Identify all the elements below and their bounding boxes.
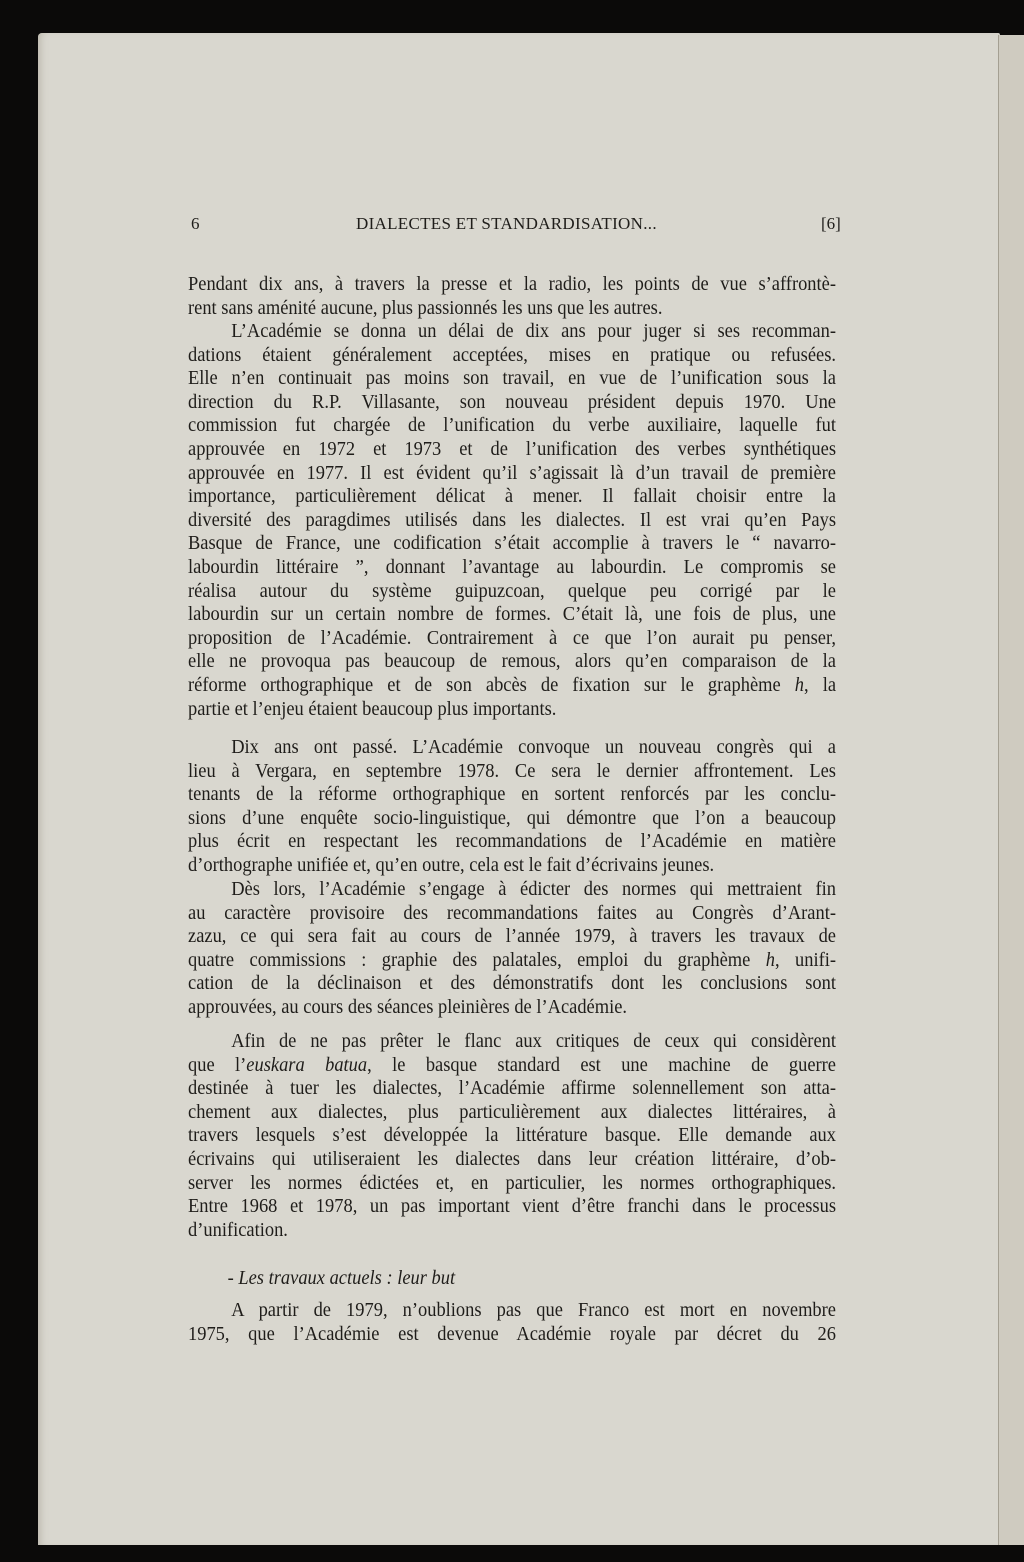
text-line: approuvée en 1977. Il est évident qu’il s’agissait là d’un travail de première: [188, 461, 836, 484]
text-line: elle ne provoqua pas beaucoup de remous, alors qu’en comparaison de la: [188, 650, 836, 673]
text-line: plus écrit en respectant les recommandations de l’Académie en matière: [188, 830, 836, 853]
paragraph: [188, 273, 836, 320]
text-line: 1975, que l’Académie est devenue Académie royale par décret du 26: [188, 1322, 836, 1345]
text-line: cation de la déclinaison et des démonstratifs dont les conclusions sont: [188, 972, 836, 995]
text-line: que l’euskara batua, le basque standard est une machine de guerre: [188, 1053, 836, 1076]
text-line: diversité des paragdimes utilisés dans les dialectes. Il est vrai qu’en Pays: [188, 508, 836, 531]
text-line: d’unification.: [188, 1218, 288, 1241]
paragraph: [188, 736, 836, 878]
text-line: commission fut chargée de l’unification du verbe auxiliaire, laquelle fut: [188, 414, 836, 437]
text-line: d’orthographe unifiée et, qu’en outre, cela est le fait d’écrivains jeunes.: [188, 853, 715, 876]
text-line: quatre commissions : graphie des palatales, emploi du graphème h, unifi-: [188, 948, 836, 971]
next-page-edge: [998, 35, 1024, 1545]
text-line: labourdin littéraire ”, donnant l’avantage au labourdin. Le compromis se: [188, 555, 836, 578]
text-line: au caractère provisoire des recommandations faites au Congrès d’Arant-: [188, 901, 836, 924]
paragraph: [188, 1299, 836, 1346]
text-line: Entre 1968 et 1978, un pas important vient d’être franchi dans le processus: [188, 1195, 836, 1218]
text-line: Elle n’en continuait pas moins son travail, en vue de l’unification sous la: [188, 367, 836, 390]
text-line: sions d’une enquête socio-linguistique, qui démontre que l’on a beaucoup: [188, 806, 836, 829]
section-heading: - Les travaux actuels : leur but: [227, 1267, 456, 1289]
text-line: réalisa autour du système guipuzcoan, quelque peu corrigé par le: [188, 579, 836, 602]
text-line: Basque de France, une codification s’était accomplie à travers le “ navarro-: [188, 532, 836, 555]
text-line: écrivains qui utiliseraient les dialectes dans leur création littéraire, d’ob-: [188, 1147, 836, 1170]
text-line: Pendant dix ans, à travers la presse et la radio, les points de vue s’affrontè-: [188, 273, 836, 295]
text-line: A partir de 1979, n’oublions pas que Franco est mort en novembre: [231, 1299, 836, 1321]
paragraph: [188, 1030, 836, 1242]
text-line: direction du R.P. Villasante, son nouveau président depuis 1970. Une: [188, 390, 836, 413]
text-line: proposition de l’Académie. Contrairement à ce que l’on aurait pu penser,: [188, 626, 836, 649]
text-line: approuvées, au cours des séances pleinières de l’Académie.: [188, 995, 628, 1018]
text-line: zazu, ce qui sera fait au cours de l’année 1979, à travers les travaux de: [188, 925, 836, 948]
paragraph: [188, 320, 836, 721]
text-line: partie et l’enjeu étaient beaucoup plus importants.: [188, 697, 557, 720]
text-line: tenants de la réforme orthographique en sortent renforcés par les conclu-: [188, 783, 836, 806]
section-heading-wrap: [188, 1267, 836, 1291]
text-line: labourdin sur un certain nombre de formes. C’était là, une fois de plus, une: [188, 603, 836, 626]
text-line: réforme orthographique et de son abcès de fixation sur le graphème h, la: [188, 673, 837, 696]
text-line: L’Académie se donna un délai de dix ans pour juger si ses recomman-: [231, 320, 836, 342]
page-number: 6: [191, 214, 200, 233]
paragraph: [188, 878, 836, 1020]
text-line: lieu à Vergara, en septembre 1978. Ce sera le dernier affrontement. Les: [188, 759, 836, 782]
text-line: Dès lors, l’Académie s’engage à édicter des normes qui mettraient fin: [231, 878, 836, 900]
text-line: chement aux dialectes, plus particulièrement aux dialectes littéraires, à: [188, 1100, 836, 1123]
text-line: Dix ans ont passé. L’Académie convoque un nouveau congrès qui a: [231, 736, 836, 758]
text-line: rent sans aménité aucune, plus passionnés les uns que les autres.: [188, 296, 663, 319]
text-line: server les normes édictées et, en particulier, les normes orthographiques.: [188, 1171, 836, 1194]
text-line: travers lesquels s’est développée la littérature basque. Elle demande aux: [188, 1124, 836, 1147]
text-line: importance, particulièrement délicat à mener. Il fallait choisir entre la: [188, 485, 836, 508]
text-line: Afin de ne pas prêter le flanc aux critiques de ceux qui considèrent: [231, 1030, 836, 1052]
text-line: destinée à tuer les dialectes, l’Académie affirme solennellement son atta-: [188, 1077, 836, 1100]
running-title: DIALECTES ET STANDARDISATION...: [356, 214, 657, 233]
text-line: dations étaient généralement acceptées, mises en pratique ou refusées.: [188, 343, 836, 366]
text-line: approuvée en 1972 et 1973 et de l’unification des verbes synthétiques: [188, 437, 836, 460]
bracket-page-number: [6]: [821, 214, 841, 233]
